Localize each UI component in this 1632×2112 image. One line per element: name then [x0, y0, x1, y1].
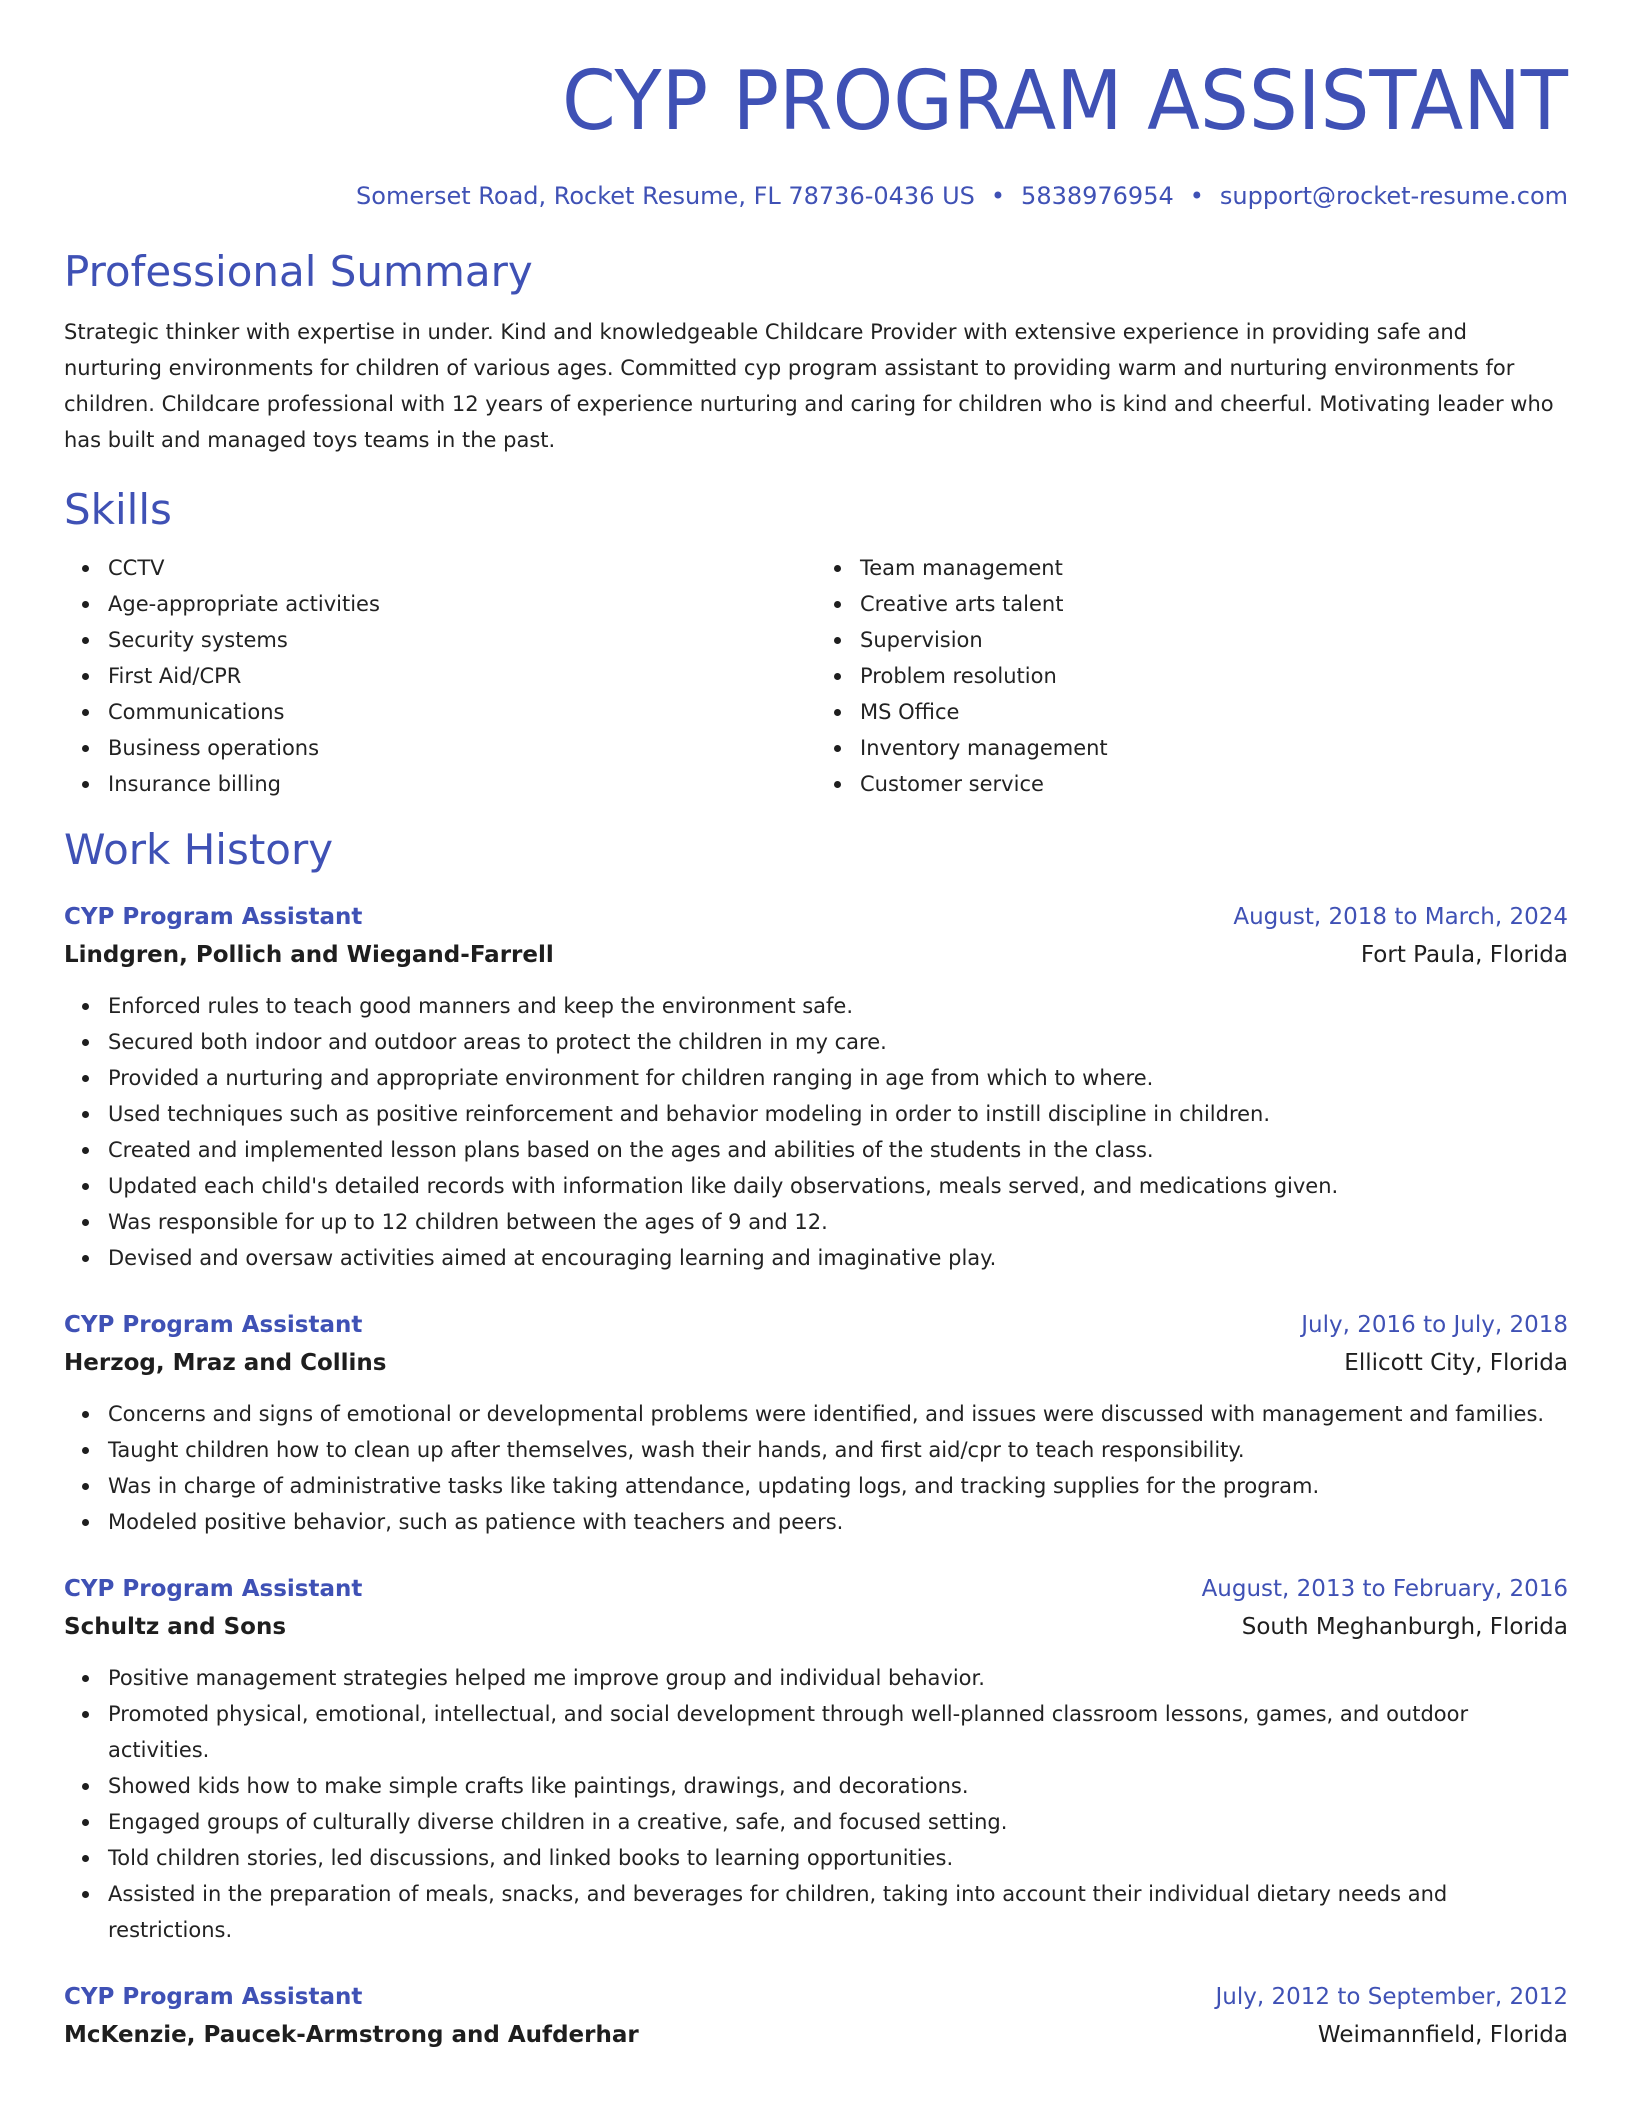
job-dates: August, 2018 to March, 2024: [1233, 904, 1568, 930]
contact-address: Somerset Road, Rocket Resume, FL 78736-0436 US: [356, 182, 975, 210]
job-bullet: Assisted in the preparation of meals, snacks, and beverages for children, taking into account their individual dietary needs and restrictions.: [108, 1876, 1568, 1948]
job-bullet: Showed kids how to make simple crafts like paintings, drawings, and decorations.: [108, 1768, 1568, 1804]
job-location: Fort Paula, Florida: [1360, 942, 1568, 968]
section-title-work-history: Work History: [64, 825, 334, 874]
skill-item: Inventory management: [860, 730, 1568, 766]
skills-list-left: [64, 550, 816, 802]
job-entry: [64, 1978, 1568, 2054]
job-bullet: Was responsible for up to 12 children between the ages of 9 and 12.: [108, 1204, 1568, 1240]
job-company: McKenzie, Paucek-Armstrong and Aufderhar: [64, 2022, 639, 2048]
summary-text: Strategic thinker with expertise in under. Kind and knowledgeable Childcare Provider with extensive experience in providing safe and nurturing environments for children of various ages. Committed cyp program assistant to providing warm and nurturing environments for children. Childcare professional with 12 years of experience nurturing and caring for children who is kind and cheerful. Motivating leader who has built and managed toys teams in the past.: [64, 320, 1554, 452]
skill-item: First Aid/CPR: [108, 658, 816, 694]
skill-item: Communications: [108, 694, 816, 730]
job-title: CYP Program Assistant: [64, 1984, 363, 2010]
job-title: CYP Program Assistant: [64, 1576, 363, 1602]
candidate-name: CYP PROGRAM ASSISTANT: [562, 54, 1568, 149]
job-bullet: Secured both indoor and outdoor areas to protect the children in my care.: [108, 1024, 1568, 1060]
job-bullet: Provided a nurturing and appropriate environment for children ranging in age from which to where.: [108, 1060, 1568, 1096]
skill-item: CCTV: [108, 550, 816, 586]
resume-header: [64, 0, 1568, 212]
skill-item: Insurance billing: [108, 766, 816, 802]
job-dates: July, 2012 to September, 2012: [1215, 1984, 1568, 2010]
work-history-section: [64, 824, 1568, 2054]
skills-list-right: [816, 550, 1568, 802]
job-dates: August, 2013 to February, 2016: [1201, 1576, 1568, 1602]
job-header-row: [64, 898, 1568, 936]
job-bullet: Modeled positive behavior, such as patience with teachers and peers.: [108, 1504, 1568, 1540]
job-company-row: [64, 936, 1568, 974]
job-bullet: Positive management strategies helped me improve group and individual behavior.: [108, 1660, 1568, 1696]
job-bullet: Taught children how to clean up after themselves, wash their hands, and first aid/cpr to teach responsibility.: [108, 1432, 1568, 1468]
skill-item: Supervision: [860, 622, 1568, 658]
job-company: Herzog, Mraz and Collins: [64, 1350, 387, 1376]
skill-item: Problem resolution: [860, 658, 1568, 694]
job-company-row: [64, 1608, 1568, 1646]
professional-summary-section: [64, 246, 1568, 458]
job-location: Ellicott City, Florida: [1344, 1350, 1568, 1376]
skill-item: MS Office: [860, 694, 1568, 730]
skill-item: Team management: [860, 550, 1568, 586]
job-bullet: Created and implemented lesson plans based on the ages and abilities of the students in the class.: [108, 1132, 1568, 1168]
skill-item: Security systems: [108, 622, 816, 658]
section-title-summary: Professional Summary: [64, 247, 533, 296]
job-bullet: Promoted physical, emotional, intellectual, and social development through well-planned classroom lessons, games, and outdoor activities.: [108, 1696, 1568, 1768]
contact-line: [64, 180, 1568, 212]
skill-item: Customer service: [860, 766, 1568, 802]
contact-separator: •: [990, 182, 1006, 210]
job-bullet: Enforced rules to teach good manners and keep the environment safe.: [108, 988, 1568, 1024]
skills-section: [64, 484, 1568, 802]
job-entry: [64, 1570, 1568, 1948]
contact-email[interactable]: support@rocket-resume.com: [1219, 182, 1568, 210]
job-entry: [64, 1306, 1568, 1540]
job-bullet: Used techniques such as positive reinforcement and behavior modeling in order to instill discipline in children.: [108, 1096, 1568, 1132]
job-title: CYP Program Assistant: [64, 1312, 363, 1338]
job-bullet: Devised and oversaw activities aimed at encouraging learning and imaginative play.: [108, 1240, 1568, 1276]
contact-separator: •: [1189, 182, 1204, 210]
job-company-row: [64, 2016, 1568, 2054]
job-entry: [64, 898, 1568, 1276]
section-title-skills: Skills: [64, 485, 172, 534]
job-title: CYP Program Assistant: [64, 904, 363, 930]
job-bullet: Engaged groups of culturally diverse children in a creative, safe, and focused setting.: [108, 1804, 1568, 1840]
job-header-row: [64, 1306, 1568, 1344]
job-location: Weimannfield, Florida: [1317, 2022, 1568, 2048]
job-bullet: Concerns and signs of emotional or developmental problems were identified, and issues were discussed with management and families.: [108, 1396, 1568, 1432]
job-bullets: [64, 1396, 1568, 1540]
job-location: South Meghanburgh, Florida: [1241, 1614, 1568, 1640]
job-bullet: Told children stories, led discussions, and linked books to learning opportunities.: [108, 1840, 1568, 1876]
job-dates: July, 2016 to July, 2018: [1301, 1312, 1568, 1338]
job-company: Lindgren, Pollich and Wiegand-Farrell: [64, 942, 554, 968]
skill-item: Business operations: [108, 730, 816, 766]
skills-grid: [64, 550, 1568, 802]
job-bullet: Was in charge of administrative tasks like taking attendance, updating logs, and tracking supplies for the program.: [108, 1468, 1568, 1504]
job-bullets: [64, 988, 1568, 1276]
job-bullet: Updated each child's detailed records with information like daily observations, meals served, and medications given.: [108, 1168, 1568, 1204]
skill-item: Age-appropriate activities: [108, 586, 816, 622]
skill-item: Creative arts talent: [860, 586, 1568, 622]
job-company: Schultz and Sons: [64, 1614, 287, 1640]
job-bullets: [64, 1660, 1568, 1948]
job-header-row: [64, 1570, 1568, 1608]
job-header-row: [64, 1978, 1568, 2016]
job-company-row: [64, 1344, 1568, 1382]
contact-phone[interactable]: 5838976954: [1021, 182, 1174, 210]
